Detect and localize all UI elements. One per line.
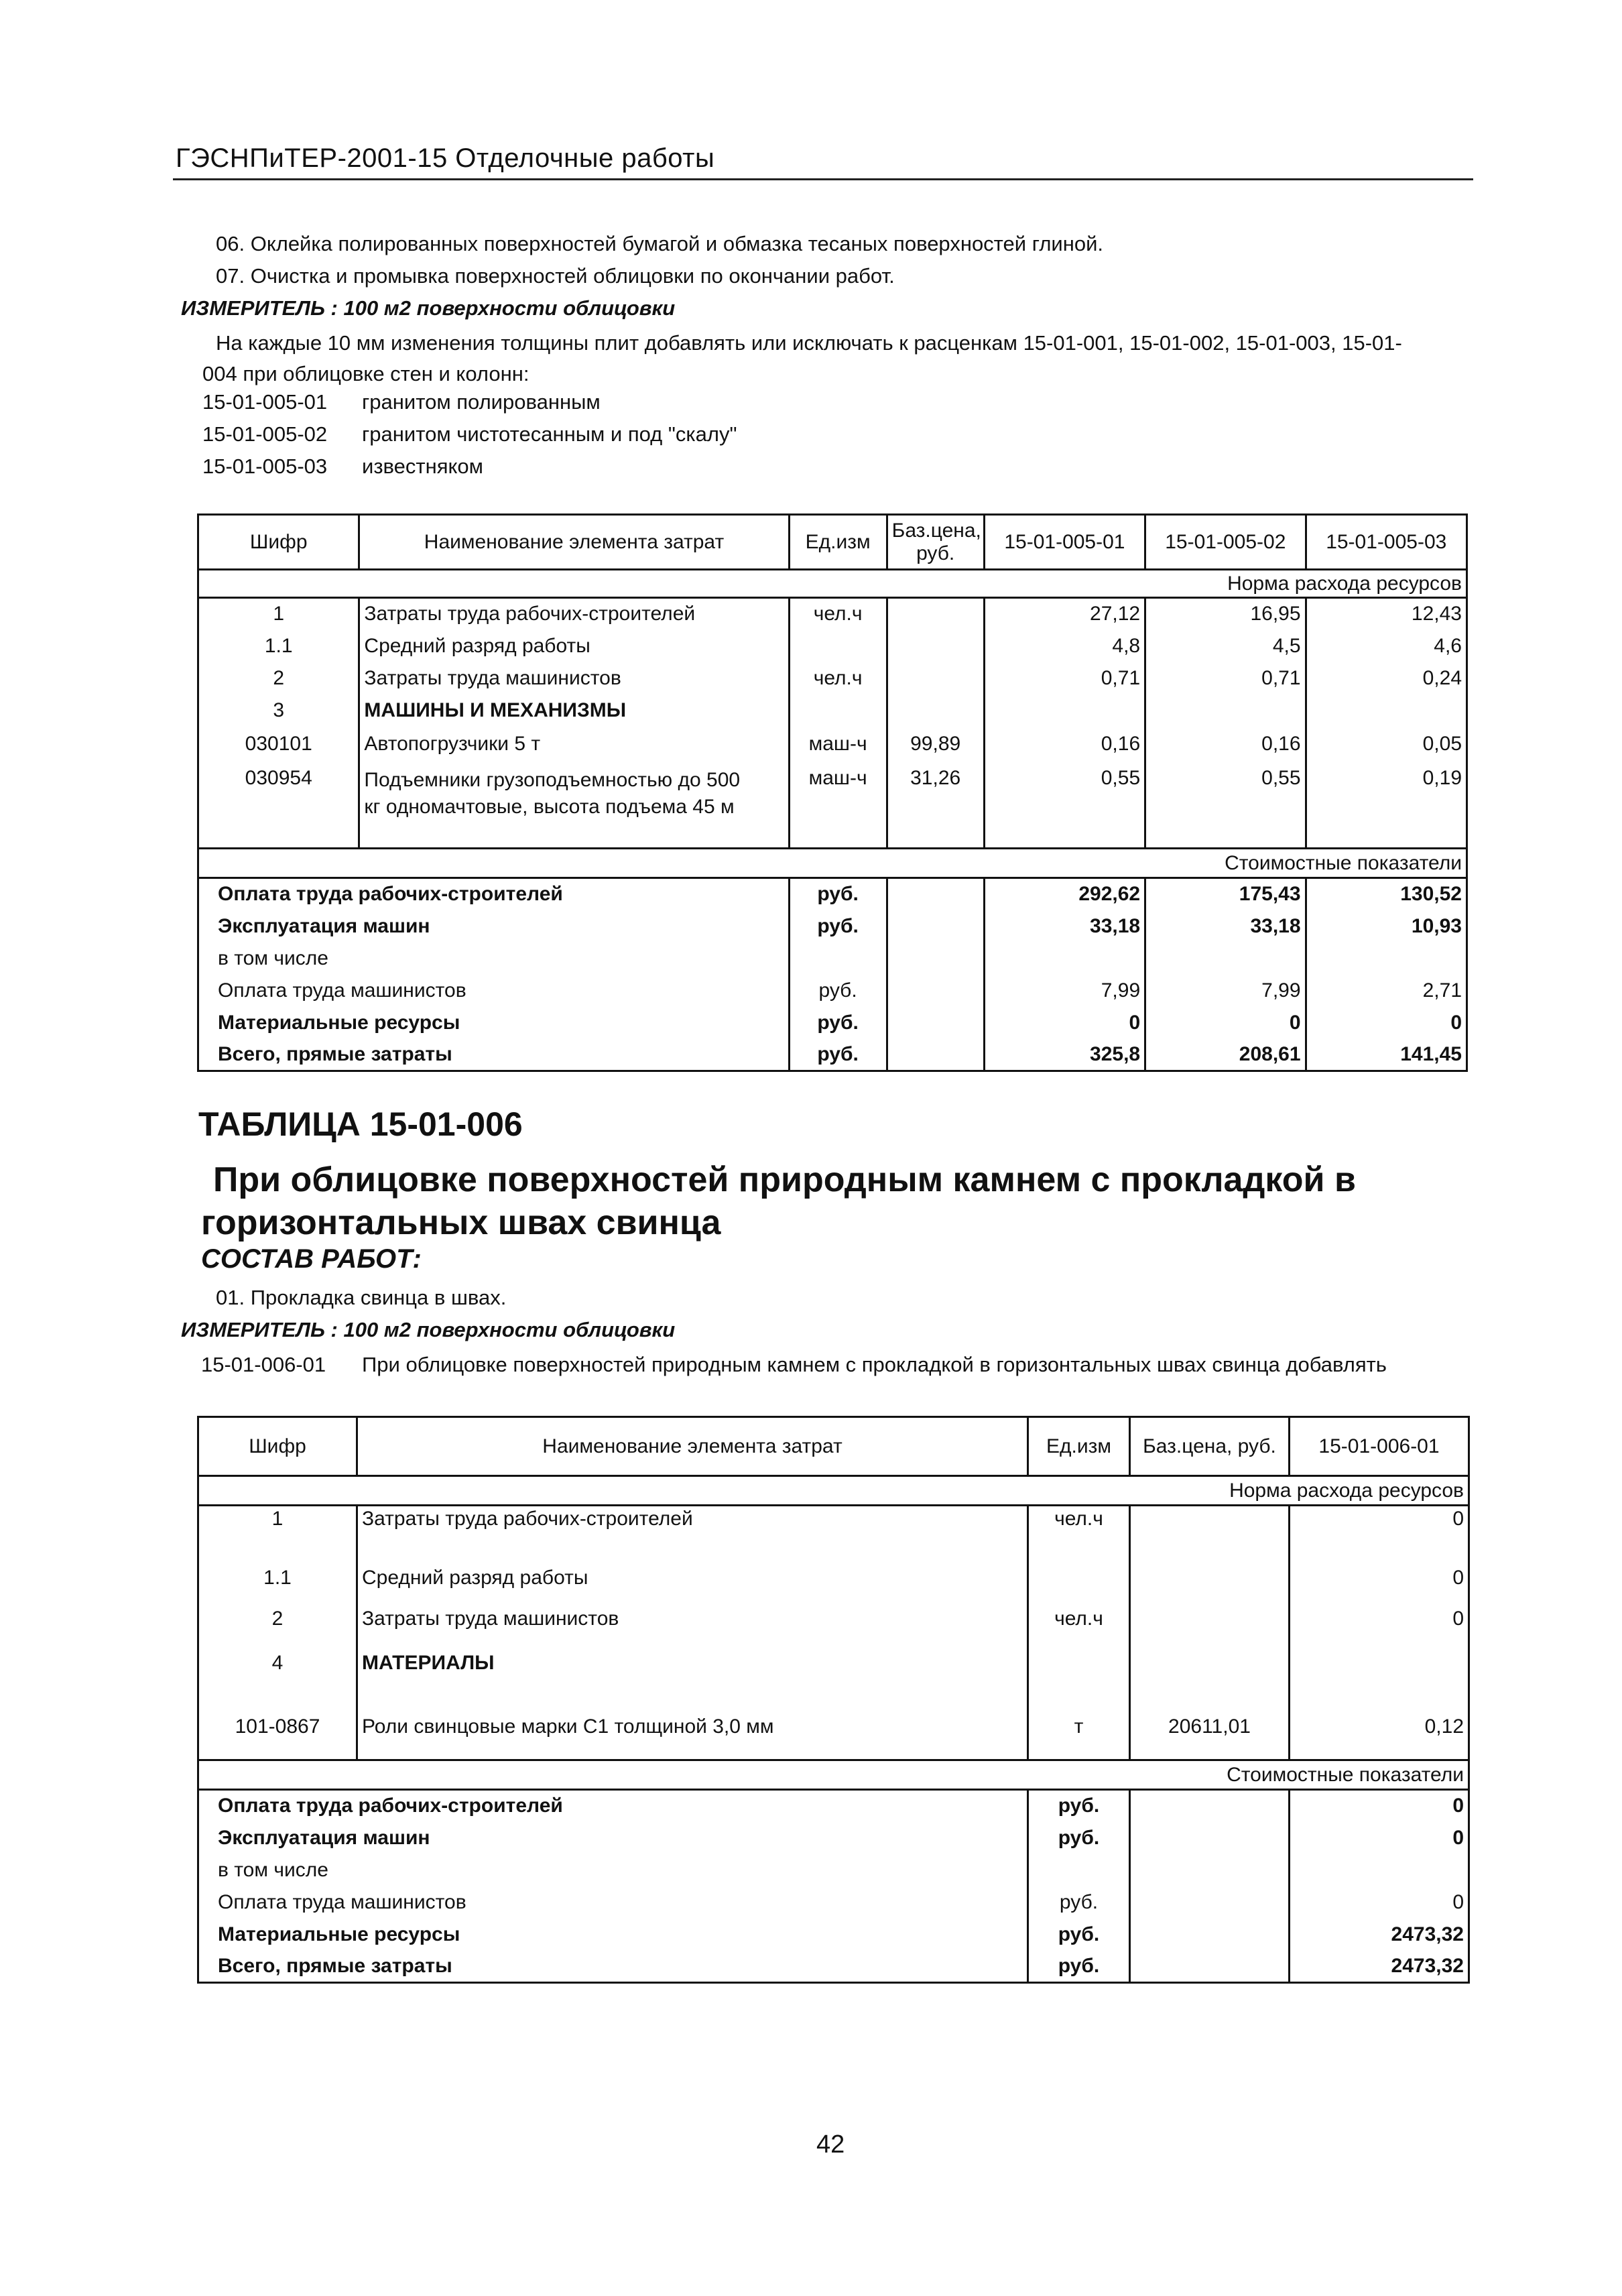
cost-name: Эксплуатация машин: [198, 910, 790, 943]
price-header-line: Баз.цена,: [891, 519, 981, 542]
col-header-rate: 15-01-005-03: [1306, 515, 1467, 570]
cost-value: 7,99: [984, 975, 1145, 1007]
row-price: [887, 662, 984, 694]
code-desc: гранитом чистотесанным и под "скалу": [362, 422, 737, 446]
row-code: 1: [198, 1506, 357, 1550]
table-header-row: [198, 515, 1467, 570]
cost-value: 0: [984, 1007, 1145, 1039]
cost-value: 325,8: [984, 1039, 1145, 1071]
norm-band-row: [198, 570, 1467, 598]
col-header-unit: Ед.изм: [1028, 1417, 1130, 1476]
table-row: [198, 1506, 1469, 1550]
norm-band-label: Норма расхода ресурсов: [198, 570, 1467, 598]
cost-unit: руб.: [789, 975, 887, 1007]
row-value: 0,16: [984, 727, 1145, 762]
cost-row: [198, 1822, 1469, 1854]
cost-value: 0: [1290, 1822, 1469, 1854]
row-unit: чел.ч: [789, 662, 887, 694]
table-row: [198, 1550, 1469, 1606]
cost-value: 0: [1306, 1007, 1467, 1039]
cost-band-row: [198, 849, 1467, 878]
row-unit: т: [1028, 1695, 1130, 1760]
cost-price: [887, 975, 984, 1007]
cost-unit: руб.: [1028, 1919, 1130, 1951]
cost-value: 0: [1290, 1886, 1469, 1919]
cost-price: [887, 1039, 984, 1071]
table-subtitle: горизонтальных швах свинца: [201, 1203, 721, 1242]
table-row: [198, 1606, 1469, 1650]
row-value: 4,6: [1306, 630, 1467, 662]
row-code: 1.1: [198, 1550, 357, 1606]
cost-price: [1130, 1951, 1290, 1983]
cost-price: [1130, 1822, 1290, 1854]
code-ref: 15-01-006-01: [201, 1353, 326, 1376]
cost-name: Материальные ресурсы: [198, 1007, 790, 1039]
code-ref: 15-01-005-02: [202, 422, 328, 446]
row-name: Средний разряд работы: [357, 1550, 1028, 1606]
cost-unit: руб.: [1028, 1886, 1130, 1919]
row-unit: [1028, 1550, 1130, 1606]
table-row: [198, 1695, 1469, 1760]
table-row: [198, 662, 1467, 694]
row-name: Затраты труда рабочих-строителей: [359, 598, 789, 630]
row-price: [1130, 1550, 1290, 1606]
row-name: Средний разряд работы: [359, 630, 789, 662]
row-code: 030101: [198, 727, 359, 762]
cost-price: [887, 910, 984, 943]
table-row: [198, 762, 1467, 849]
cost-name: в том числе: [198, 1854, 1028, 1886]
col-header-price: [887, 515, 984, 570]
table-row: [198, 694, 1467, 727]
header-rule: [173, 178, 1473, 180]
norm-band-label: Норма расхода ресурсов: [198, 1476, 1469, 1506]
row-value: [1290, 1650, 1469, 1695]
cost-price: [1130, 1919, 1290, 1951]
row-value: 0: [1290, 1550, 1469, 1606]
work-item: 06. Оклейка полированных поверхностей бумагой и обмазка тесаных поверхностей глиной.: [216, 232, 1104, 255]
norm-band-row: [198, 1476, 1469, 1506]
row-price: [887, 694, 984, 727]
row-value: 0,19: [1306, 762, 1467, 849]
cost-unit: [789, 943, 887, 975]
row-section-name: МАТЕРИАЛЫ: [357, 1650, 1028, 1695]
cost-value: 33,18: [984, 910, 1145, 943]
col-header-name: Наименование элемента затрат: [359, 515, 789, 570]
cost-row: [198, 1919, 1469, 1951]
row-value: 0,55: [984, 762, 1145, 849]
cost-value: 292,62: [984, 878, 1145, 910]
cost-value: 2473,32: [1290, 1919, 1469, 1951]
page-number: 42: [816, 2130, 845, 2159]
row-unit: чел.ч: [789, 598, 887, 630]
row-code: 101-0867: [198, 1695, 357, 1760]
cost-value: [1306, 943, 1467, 975]
row-unit: маш-ч: [789, 762, 887, 849]
cost-unit: руб.: [1028, 1951, 1130, 1983]
code-ref: 15-01-005-01: [202, 390, 328, 414]
cost-price: [887, 943, 984, 975]
cost-name: Оплата труда машинистов: [198, 1886, 1028, 1919]
cost-price: [887, 878, 984, 910]
cost-name: Оплата труда рабочих-строителей: [198, 1790, 1028, 1822]
row-code: 3: [198, 694, 359, 727]
row-price: [887, 598, 984, 630]
col-header-unit: Ед.изм: [789, 515, 887, 570]
resource-table-1: [197, 513, 1468, 1072]
row-price: [1130, 1606, 1290, 1650]
row-value: 0,71: [1145, 662, 1306, 694]
cost-row: [198, 1007, 1467, 1039]
cost-band-label: Стоимостные показатели: [198, 1760, 1469, 1790]
row-price: [1130, 1650, 1290, 1695]
table-title: ТАБЛИЦА 15-01-006: [198, 1105, 523, 1143]
code-desc: гранитом полированным: [362, 390, 601, 414]
row-value: 0,16: [1145, 727, 1306, 762]
table-row: [198, 630, 1467, 662]
row-name: Затраты труда машинистов: [357, 1606, 1028, 1650]
row-name: [359, 762, 789, 849]
row-price: 99,89: [887, 727, 984, 762]
row-name: Затраты труда машинистов: [359, 662, 789, 694]
cost-value: [1145, 943, 1306, 975]
cost-row: [198, 1790, 1469, 1822]
cost-band-label: Стоимостные показатели: [198, 849, 1467, 878]
row-section-name: МАШИНЫ И МЕХАНИЗМЫ: [359, 694, 789, 727]
row-value: 0,55: [1145, 762, 1306, 849]
cost-name: Материальные ресурсы: [198, 1919, 1028, 1951]
cost-price: [1130, 1854, 1290, 1886]
col-header-code: Шифр: [198, 1417, 357, 1476]
cost-row: [198, 878, 1467, 910]
cost-unit: руб.: [789, 878, 887, 910]
row-code: 2: [198, 662, 359, 694]
note-text: 004 при облицовке стен и колонн:: [202, 362, 529, 385]
row-name-line: кг одномачтовые, высота подъема 45 м: [364, 795, 735, 818]
row-unit: маш-ч: [789, 727, 887, 762]
meter-label: ИЗМЕРИТЕЛЬ : 100 м2 поверхности облицовки: [181, 296, 676, 320]
meter-label: ИЗМЕРИТЕЛЬ : 100 м2 поверхности облицовки: [181, 1318, 676, 1341]
cost-value: 175,43: [1145, 878, 1306, 910]
row-value: 0: [1290, 1506, 1469, 1550]
cost-value: 2,71: [1306, 975, 1467, 1007]
cost-name: Эксплуатация машин: [198, 1822, 1028, 1854]
row-value: [984, 694, 1145, 727]
work-composition-title: СОСТАВ РАБОТ:: [201, 1244, 422, 1274]
cost-row: [198, 910, 1467, 943]
row-value: 0,12: [1290, 1695, 1469, 1760]
row-value: 0,05: [1306, 727, 1467, 762]
row-value: 27,12: [984, 598, 1145, 630]
row-name: Автопогрузчики 5 т: [359, 727, 789, 762]
table-header-row: [198, 1417, 1469, 1476]
price-header-line: руб.: [916, 542, 955, 564]
cost-unit: руб.: [1028, 1822, 1130, 1854]
code-ref: 15-01-005-03: [202, 455, 328, 478]
cost-name: Оплата труда машинистов: [198, 975, 790, 1007]
cost-value: 0: [1145, 1007, 1306, 1039]
cost-row: [198, 1886, 1469, 1919]
cost-name: в том числе: [198, 943, 790, 975]
row-price: [1130, 1506, 1290, 1550]
code-desc: известняком: [362, 455, 483, 478]
cost-unit: руб.: [789, 1007, 887, 1039]
cost-name: Всего, прямые затраты: [198, 1039, 790, 1071]
row-price: 31,26: [887, 762, 984, 849]
row-code: 1.1: [198, 630, 359, 662]
cost-unit: руб.: [789, 910, 887, 943]
row-value: 4,5: [1145, 630, 1306, 662]
row-unit: [789, 694, 887, 727]
row-price: [887, 630, 984, 662]
cost-unit: [1028, 1854, 1130, 1886]
cost-row: [198, 1951, 1469, 1983]
col-header-code: Шифр: [198, 515, 359, 570]
col-header-rate: 15-01-005-02: [1145, 515, 1306, 570]
row-price: 20611,01: [1130, 1695, 1290, 1760]
table-row: [198, 727, 1467, 762]
cost-band-row: [198, 1760, 1469, 1790]
col-header-name: Наименование элемента затрат: [357, 1417, 1028, 1476]
col-header-rate: 15-01-006-01: [1290, 1417, 1469, 1476]
table-row: [198, 1650, 1469, 1695]
cost-price: [1130, 1886, 1290, 1919]
row-unit: чел.ч: [1028, 1606, 1130, 1650]
row-value: 0: [1290, 1606, 1469, 1650]
page-header: ГЭСНПиТЕР-2001-15 Отделочные работы: [176, 143, 715, 173]
cost-price: [1130, 1790, 1290, 1822]
work-item: 07. Очистка и промывка поверхностей облицовки по окончании работ.: [216, 264, 895, 288]
cost-row: [198, 1854, 1469, 1886]
row-value: 12,43: [1306, 598, 1467, 630]
cost-name: Оплата труда рабочих-строителей: [198, 878, 790, 910]
row-unit: чел.ч: [1028, 1506, 1130, 1550]
cost-name: Всего, прямые затраты: [198, 1951, 1028, 1983]
row-value: 0,71: [984, 662, 1145, 694]
cost-value: [984, 943, 1145, 975]
cost-value: [1290, 1854, 1469, 1886]
row-value: [1306, 694, 1467, 727]
row-unit: [1028, 1650, 1130, 1695]
cost-value: 0: [1290, 1790, 1469, 1822]
cost-value: 141,45: [1306, 1039, 1467, 1071]
row-code: 2: [198, 1606, 357, 1650]
code-desc: При облицовке поверхностей природным камнем с прокладкой в горизонтальных швах свинца добавлять: [362, 1353, 1387, 1376]
col-header-price: Баз.цена, руб.: [1130, 1417, 1290, 1476]
row-code: 1: [198, 598, 359, 630]
cost-value: 2473,32: [1290, 1951, 1469, 1983]
cost-row: [198, 1039, 1467, 1071]
cost-value: 208,61: [1145, 1039, 1306, 1071]
row-name-line: Подъемники грузоподъемностью до 500: [364, 768, 741, 791]
table-row: [198, 598, 1467, 630]
row-value: 0,24: [1306, 662, 1467, 694]
cost-value: 7,99: [1145, 975, 1306, 1007]
cost-value: 33,18: [1145, 910, 1306, 943]
cost-unit: руб.: [1028, 1790, 1130, 1822]
row-code: 030954: [198, 762, 359, 849]
row-code: 4: [198, 1650, 357, 1695]
row-value: 16,95: [1145, 598, 1306, 630]
work-item: 01. Прокладка свинца в швах.: [216, 1286, 507, 1309]
row-value: [1145, 694, 1306, 727]
row-unit: [789, 630, 887, 662]
table-subtitle: При облицовке поверхностей природным камнем с прокладкой в: [213, 1160, 1356, 1199]
row-value: 4,8: [984, 630, 1145, 662]
cost-value: 10,93: [1306, 910, 1467, 943]
col-header-rate: 15-01-005-01: [984, 515, 1145, 570]
row-name: Роли свинцовые марки С1 толщиной 3,0 мм: [357, 1695, 1028, 1760]
note-text: На каждые 10 мм изменения толщины плит добавлять или исключать к расценкам 15-01-001, 15-01-002, 15-01-003, 15-01-: [216, 331, 1402, 355]
resource-table-2: [197, 1416, 1470, 1984]
cost-price: [887, 1007, 984, 1039]
cost-unit: руб.: [789, 1039, 887, 1071]
cost-row: [198, 943, 1467, 975]
row-name: Затраты труда рабочих-строителей: [357, 1506, 1028, 1550]
cost-value: 130,52: [1306, 878, 1467, 910]
cost-row: [198, 975, 1467, 1007]
